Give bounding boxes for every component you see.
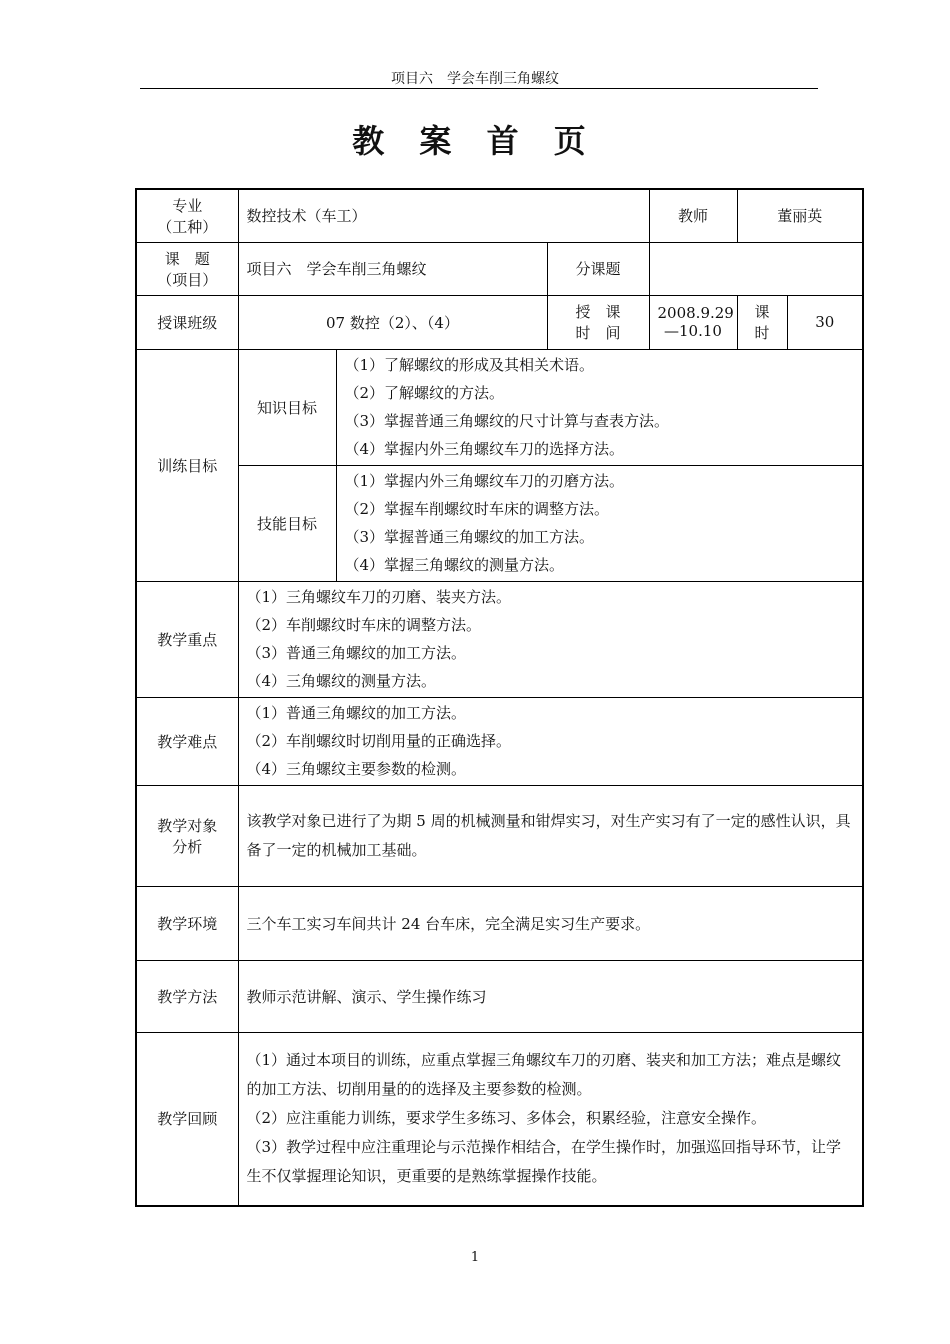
time-value: 2008.9.29 —10.10 <box>649 295 737 349</box>
page-number: 1 <box>470 1250 480 1265</box>
list-item: （4）掌握三角螺纹的测量方法。 <box>344 556 565 574</box>
running-header: 项目六 学会车削三角螺纹 <box>391 71 559 87</box>
list-item: （3）教学过程中应注重理论与示范操作相结合，在学生操作时，加强巡回指导环节，让学生不仅掌握理论知识，更重要的是熟练掌握操作技能。 <box>246 1138 842 1186</box>
topic-label: 课 题 （项目） <box>136 242 238 295</box>
row-topic <box>136 242 863 295</box>
subtopic-value <box>649 242 863 295</box>
teacher-value: 董丽英 <box>737 189 863 242</box>
list-item: （2）了解螺纹的方法。 <box>344 384 505 402</box>
list-item: （1）通过本项目的训练，应重点掌握三角螺纹车刀的刃磨、装夹和加工方法；难点是螺纹的加工方法、切削用量的的选择及主要参数的检测。 <box>246 1051 842 1099</box>
list-item: （3）普通三角螺纹的加工方法。 <box>246 644 467 662</box>
key-points-list <box>238 581 863 697</box>
environment-text: 三个车工实习车间共计 24 台车床，完全满足实习生产要求。 <box>238 886 863 960</box>
list-item: （2）车削螺纹时车床的调整方法。 <box>246 616 482 634</box>
row-audience <box>136 785 863 886</box>
list-item: （3）掌握普通三角螺纹的加工方法。 <box>344 528 595 546</box>
list-item: （2）掌握车削螺纹时车床的调整方法。 <box>344 500 610 518</box>
skill-list <box>336 465 863 581</box>
audience-text: 该教学对象已进行了为期 5 周的机械测量和钳焊实习，对生产实习有了一定的感性认识，具备了一定的机械加工基础。 <box>238 785 863 886</box>
row-review <box>136 1032 863 1206</box>
method-text: 教师示范讲解、演示、学生操作练习 <box>238 960 863 1032</box>
row-training-skill <box>136 465 863 581</box>
list-item: （4）三角螺纹的测量方法。 <box>246 672 437 690</box>
class-label: 授课班级 <box>136 295 238 349</box>
teacher-label: 教师 <box>649 189 737 242</box>
page-title: 教 案 首 页 <box>352 122 598 160</box>
subtopic-label: 分课题 <box>547 242 649 295</box>
list-item: （1）三角螺纹车刀的刃磨、装夹方法。 <box>246 588 512 606</box>
row-key-points <box>136 581 863 697</box>
topic-value: 项目六 学会车削三角螺纹 <box>238 242 547 295</box>
list-item: （2）应注重能力训练，要求学生多练习、多体会，积累经验，注意安全操作。 <box>246 1109 767 1128</box>
row-environment <box>136 886 863 960</box>
time-label: 授 课 时 间 <box>547 295 649 349</box>
lesson-plan-table <box>135 188 864 1207</box>
review-label: 教学回顾 <box>136 1032 238 1206</box>
method-label: 教学方法 <box>136 960 238 1032</box>
difficulties-label: 教学难点 <box>136 697 238 785</box>
knowledge-list <box>336 349 863 465</box>
key-points-label: 教学重点 <box>136 581 238 697</box>
row-method <box>136 960 863 1032</box>
major-label: 专业 （工种） <box>136 189 238 242</box>
row-training-knowledge <box>136 349 863 465</box>
review-list <box>238 1032 863 1206</box>
list-item: （4）三角螺纹主要参数的检测。 <box>246 760 467 778</box>
header-rule <box>140 88 818 89</box>
row-major <box>136 189 863 242</box>
row-difficulties <box>136 697 863 785</box>
list-item: （2）车削螺纹时切削用量的正确选择。 <box>246 732 512 750</box>
skill-label: 技能目标 <box>238 465 336 581</box>
list-item: （3）掌握普通三角螺纹的尺寸计算与查表方法。 <box>344 412 670 430</box>
audience-label: 教学对象 分析 <box>136 785 238 886</box>
list-item: （1）掌握内外三角螺纹车刀的刃磨方法。 <box>344 472 625 490</box>
knowledge-label: 知识目标 <box>238 349 336 465</box>
difficulties-list <box>238 697 863 785</box>
major-value: 数控技术（车工） <box>238 189 649 242</box>
class-value: 07 数控（2）、（4） <box>238 295 547 349</box>
list-item: （4）掌握内外三角螺纹车刀的选择方法。 <box>344 440 625 458</box>
hours-value: 30 <box>787 295 863 349</box>
training-label: 训练目标 <box>136 349 238 581</box>
list-item: （1）了解螺纹的形成及其相关术语。 <box>344 356 595 374</box>
list-item: （1）普通三角螺纹的加工方法。 <box>246 704 467 722</box>
hours-label: 课 时 <box>737 295 787 349</box>
environment-label: 教学环境 <box>136 886 238 960</box>
row-class <box>136 295 863 349</box>
